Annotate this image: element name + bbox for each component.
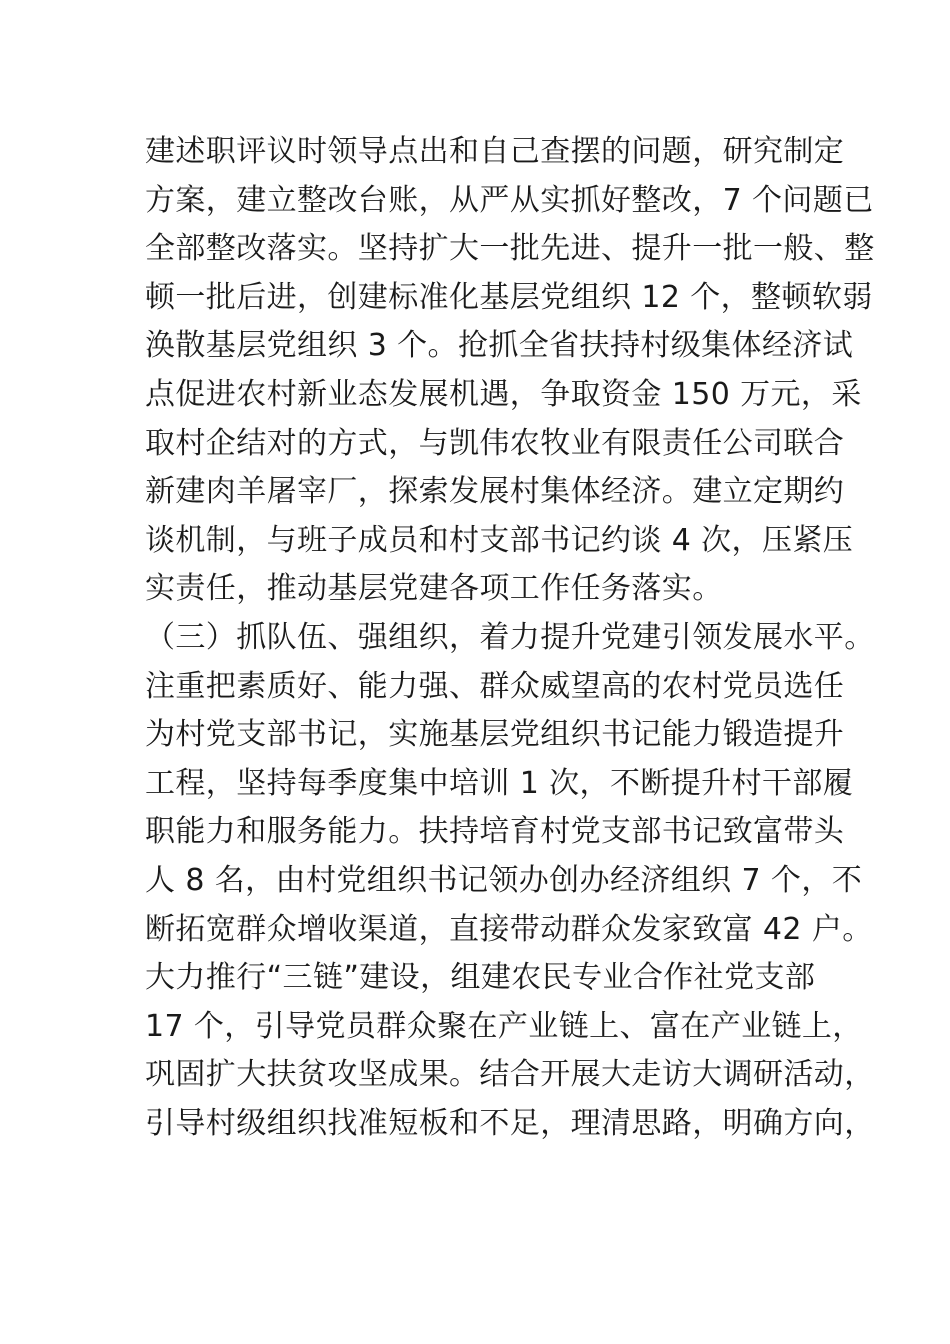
- section-heading: （三）抓队伍、强组织，着力提升党建引领发展水平。: [145, 619, 875, 655]
- text-line: 点促进农村新业态发展机遇，争取资金 150 万元，采: [145, 376, 862, 412]
- text-line: 新建肉羊屠宰厂，探索发展村集体经济。建立定期约: [145, 474, 845, 510]
- text-line: 为村党支部书记，实施基层党组织书记能力锻造提升: [145, 717, 845, 753]
- text-line: 17 个，引导党员群众聚在产业链上、富在产业链上，: [145, 1008, 863, 1044]
- text-line: 职能力和服务能力。扶持培育村党支部书记致富带头: [145, 814, 845, 850]
- text-line: 工程，坚持每季度集中培训 1 次，不断提升村干部履: [145, 765, 854, 801]
- text-line: 谈机制，与班子成员和村支部书记约谈 4 次，压紧压: [145, 522, 854, 558]
- text-line: 建述职评议时领导点出和自己查摆的问题，研究制定: [145, 134, 845, 169]
- text-line: 大力推行“三链”建设，组建农民专业合作社党支部: [145, 960, 816, 996]
- text-line: 人 8 名，由村党组织书记领办创办经济组织 7 个，不: [145, 862, 863, 898]
- text-line: 巩固扩大扶贫攻坚成果。结合开展大走访大调研活动，: [145, 1057, 875, 1093]
- text-line: 涣散基层党组织 3 个。抢抓全省扶持村级集体经济试: [145, 328, 854, 364]
- body-text: [145, 128, 875, 1148]
- text-line: 顿一批后进，创建标准化基层党组织 12 个，整顿软弱: [145, 279, 873, 315]
- text-line: 注重把素质好、能力强、群众威望高的农村党员选任: [145, 668, 845, 704]
- text-line: 引导村级组织找准短板和不足，理清思路，明确方向，: [145, 1105, 875, 1141]
- text-line: 取村企结对的方式，与凯伟农牧业有限责任公司联合: [145, 425, 845, 461]
- text-line: 方案，建立整改台账，从严从实抓好整改，7 个问题已: [145, 182, 874, 218]
- text-line: 实责任，推动基层党建各项工作任务落实。: [145, 571, 723, 607]
- text-line: 全部整改落实。坚持扩大一批先进、提升一批一般、整: [145, 231, 875, 267]
- text-line: 断拓宽群众增收渠道，直接带动群众发家致富 42 户。: [145, 911, 873, 947]
